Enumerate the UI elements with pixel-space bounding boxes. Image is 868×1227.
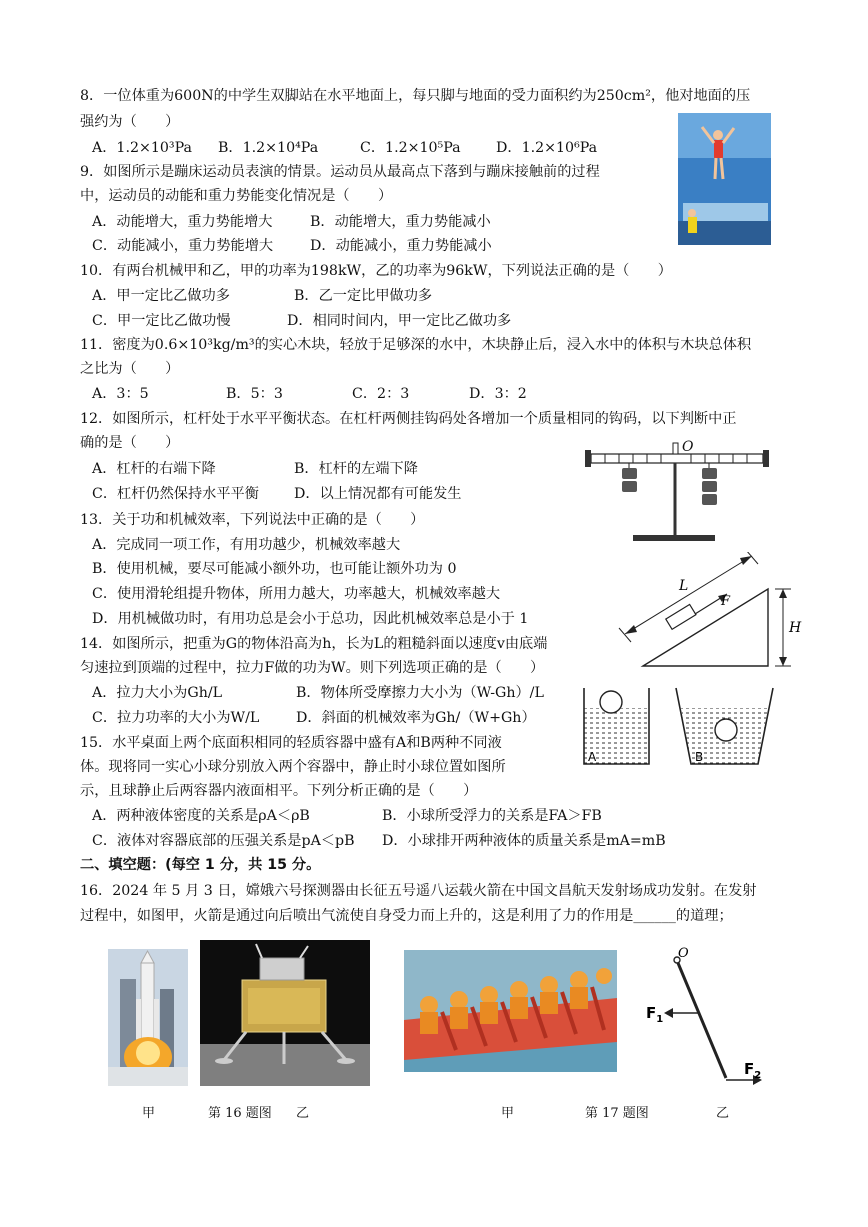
q14-option-b: B．物体所受摩擦力大小为（W-Gh）/L	[296, 685, 544, 701]
q8-option-b: B．1.2×10⁴Pa	[218, 140, 319, 156]
q12-option-c: C．杠杆仍然保持水平平衡	[92, 486, 259, 502]
svg-text:F2	[744, 1060, 761, 1081]
incline-force-label: F	[721, 594, 731, 609]
container-b-label: B	[695, 750, 704, 764]
incline-height-label: H	[789, 620, 802, 636]
q9-option-b: B．动能增大，重力势能减小	[310, 214, 491, 230]
lever-figure	[585, 438, 770, 548]
q12-option-d: D．以上情况都有可能发生	[294, 486, 462, 502]
q16-line1: 16．2024 年 5 月 3 日，嫦娥六号探测器由长征五号遥八运载火箭在中国文昌航天发射场成功发射。在发射	[80, 883, 757, 899]
force1-subscript: 1	[656, 1014, 664, 1025]
q8-option-d: D．1.2×10⁶Pa	[496, 140, 598, 156]
oar-pivot-label: O	[678, 946, 689, 961]
q12-line1: 12．如图所示，杠杆处于水平平衡状态。在杠杆两侧挂钩码处各增加一个质量相同的钩码，以下判断中正	[80, 411, 737, 427]
q13-option-a: A．完成同一项工作，有用功越少，机械效率越大	[92, 537, 401, 553]
containers-figure	[578, 686, 776, 770]
q15-option-b: B．小球所受浮力的关系是FA＞FB	[382, 808, 602, 824]
fig16-caption-title: 第 16 题图	[208, 1106, 272, 1121]
q12-line2: 确的是（ ）	[80, 435, 180, 451]
fig16-caption-jia: 甲	[142, 1106, 156, 1121]
force1-label: F	[646, 1004, 657, 1022]
q15-option-c: C．液体对容器底部的压强关系是pA＜pB	[92, 833, 355, 849]
q10-option-a: A．甲一定比乙做功多	[92, 288, 230, 304]
dragon-boat-photo	[404, 950, 617, 1072]
lever-pivot-label: O	[682, 439, 694, 455]
q11-line2: 之比为（ ）	[80, 361, 180, 377]
q14-option-c: C．拉力功率的大小为W/L	[92, 710, 260, 726]
q9-option-a: A．动能增大，重力势能增大	[92, 214, 273, 230]
q8-option-a: A．1.2×10³Pa	[92, 140, 192, 156]
fig17-caption-yi: 乙	[716, 1106, 730, 1121]
q15-line1: 15．水平桌面上两个底面积相同的轻质容器中盛有A和B两种不同液	[80, 735, 502, 751]
rocket-launch-photo	[108, 949, 188, 1086]
q11-option-c: C．2：3	[352, 386, 410, 402]
q12-option-a: A．杠杆的右端下降	[92, 461, 216, 477]
q14-option-a: A．拉力大小为Gh/L	[92, 685, 223, 701]
q11-option-a: A．3：5	[92, 386, 149, 402]
oar-force-diagram	[640, 946, 770, 1090]
svg-text:F1	[646, 1004, 663, 1025]
q15-option-d: D．小球排开两种液体的质量关系是mA=mB	[382, 833, 666, 849]
q13-line1: 13．关于功和机械效率，下列说法中正确的是（ ）	[80, 512, 425, 528]
q13-option-b: B．使用机械，要尽可能减小额外功，也可能让额外功为 0	[92, 561, 457, 577]
q10-option-b: B．乙一定比甲做功多	[294, 288, 433, 304]
force2-subscript: 2	[754, 1070, 762, 1081]
section-fill-in-title: 二、填空题：(每空 1 分，共 15 分。	[80, 857, 321, 873]
q14-line1: 14．如图所示，把重为G的物体沿高为h，长为L的粗糙斜面以速度v由底端	[80, 636, 548, 652]
q13-option-c: C．使用滑轮组提升物体，所用力越大，功率越大，机械效率越大	[92, 586, 501, 602]
fig17-caption-jia: 甲	[501, 1106, 515, 1121]
q15-line2: 体。现将同一实心小球分别放入两个容器中，静止时小球位置如图所	[80, 759, 506, 775]
q10-option-d: D．相同时间内，甲一定比乙做功多	[287, 313, 512, 329]
q10-option-c: C．甲一定比乙做功慢	[92, 313, 231, 329]
q9-option-c: C．动能减小，重力势能增大	[92, 238, 274, 254]
incline-figure	[615, 552, 810, 672]
fig17-caption-title: 第 17 题图	[585, 1106, 649, 1121]
q16-line2: 过程中，如图甲，火箭是通过向后喷出气流使自身受力而上升的，这是利用了力的作用是______的道理；	[80, 908, 733, 924]
container-a-label: A	[588, 750, 597, 764]
q11-option-b: B．5：3	[226, 386, 283, 402]
lunar-lander-photo	[200, 940, 370, 1086]
trampoline-photo	[678, 113, 771, 245]
q9-option-d: D．动能减小，重力势能减小	[310, 238, 492, 254]
incline-length-label: L	[679, 578, 689, 594]
q15-line3: 示，且球静止后两容器内液面相平。下列分析正确的是（ ）	[80, 783, 478, 799]
force2-label: F	[744, 1060, 755, 1078]
q12-option-b: B．杠杆的左端下降	[294, 461, 418, 477]
fig16-caption-yi: 乙	[296, 1106, 310, 1121]
q14-option-d: D．斜面的机械效率为Gh/（W+Gh）	[296, 710, 536, 726]
q9-line2: 中，运动员的动能和重力势能变化情况是（ ）	[80, 188, 393, 204]
q8-line2: 强约为（ ）	[80, 114, 180, 130]
q9-line1: 9．如图所示是蹦床运动员表演的情景。运动员从最高点下落到与蹦床接触前的过程	[80, 164, 600, 180]
q13-option-d: D．用机械做功时，有用功总是会小于总功，因此机械效率总是小于 1	[92, 611, 529, 627]
q8-line1: 8．一位体重为600N的中学生双脚站在水平地面上，每只脚与地面的受力面积约为250cm²，他对地面的压	[80, 88, 751, 104]
q11-option-d: D．3：2	[469, 386, 527, 402]
q15-option-a: A．两种液体密度的关系是ρA＜ρB	[92, 808, 310, 824]
q11-line1: 11．密度为0.6×10³kg/m³的实心木块，轻放于足够深的水中，木块静止后，浸入水中的体积与木块总体积	[80, 337, 752, 353]
q10-line1: 10．有两台机械甲和乙，甲的功率为198kW，乙的功率为96kW，下列说法正确的是（ ）	[80, 263, 672, 279]
q14-line2: 匀速拉到顶端的过程中，拉力F做的功为W。则下列选项正确的是（ ）	[80, 660, 545, 676]
q8-option-c: C．1.2×10⁵Pa	[360, 140, 461, 156]
